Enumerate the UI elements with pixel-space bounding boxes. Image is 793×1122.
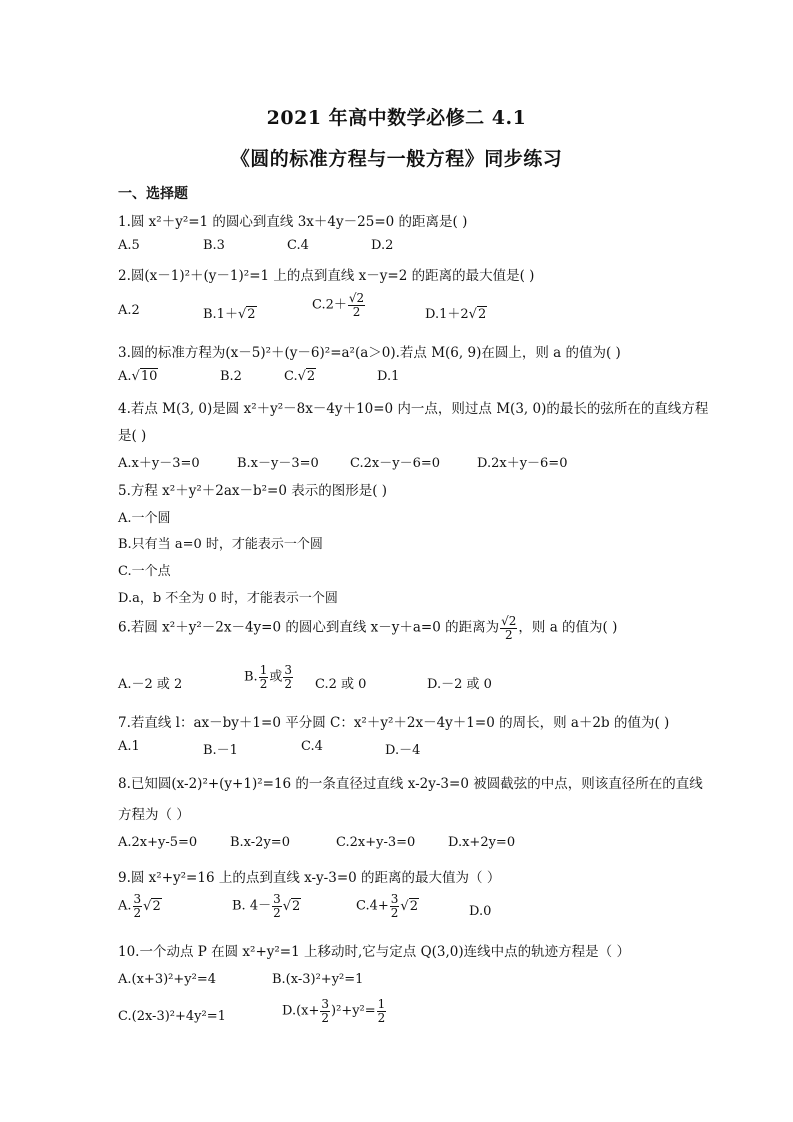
q6-option-a: A.－2 或 2 bbox=[118, 677, 183, 692]
question-4-stem: 4.若点 M(3, 0)是圆 x²＋y²－8x－4y＋10=0 内一点，则过点 M(3, 0)的最长的弦所在的直线方程 bbox=[118, 401, 709, 417]
question-8-stem: 8.已知圆(x-2)²+(y+1)²=16 的一条直径过直线 x-2y-3=0 被圆截弦的中点，则该直径所在的直线 bbox=[118, 776, 703, 792]
q5-option-d: D.a，b 不全为 0 时，才能表示一个圆 bbox=[118, 591, 338, 606]
q6-option-c: C.2 或 0 bbox=[315, 677, 367, 692]
q1-option-d: D.2 bbox=[371, 238, 394, 253]
q10-option-d: D.(x+ $\frac{3}{2}$ )²+y²= $\frac{1}{2}$ bbox=[282, 997, 386, 1025]
question-1-stem: 1.圆 x²＋y²=1 的圆心到直线 3x＋4y－25=0 的距离是( ) bbox=[118, 214, 468, 230]
title-line-2: 《圆的标准方程与一般方程》同步练习 bbox=[230, 148, 563, 170]
q1-option-a: A.5 bbox=[118, 238, 140, 253]
question-5-stem: 5.方程 x²＋y²＋2ax－b²=0 表示的图形是( ) bbox=[118, 483, 388, 499]
q9-option-a: A. $\frac{3}{2}$ √2 bbox=[118, 892, 161, 920]
q7-option-a: A.1 bbox=[118, 739, 140, 754]
q2-option-a: A.2 bbox=[118, 303, 140, 318]
q9-option-c: C.4+ $\frac{3}{2}$ √2 bbox=[356, 892, 418, 920]
q3-option-b: B.2 bbox=[220, 369, 242, 384]
question-4-stem-cont: 是( ) bbox=[118, 428, 147, 444]
q4-option-c: C.2x－y－6=0 bbox=[350, 456, 440, 471]
q5-option-c: C.一个点 bbox=[118, 564, 171, 579]
q2-option-b: B.1＋√2 bbox=[203, 307, 256, 322]
q6-option-d: D.－2 或 0 bbox=[427, 677, 492, 692]
q5-option-a: A.一个圆 bbox=[118, 511, 171, 526]
q8-option-d: D.x+2y=0 bbox=[448, 835, 516, 850]
q8-option-a: A.2x+y-5=0 bbox=[118, 835, 198, 850]
question-7-stem: 7.若直线 l：ax－by＋1=0 平分圆 C：x²＋y²＋2x－4y＋1=0 的周长，则 a＋2b 的值为( ) bbox=[118, 715, 670, 731]
q3-option-d: D.1 bbox=[377, 369, 400, 384]
q4-option-d: D.2x＋y－6=0 bbox=[477, 456, 568, 471]
q1-option-b: B.3 bbox=[203, 238, 225, 253]
question-8-stem-cont: 方程为（ ） bbox=[118, 807, 190, 823]
q1-option-c: C.4 bbox=[287, 238, 309, 253]
question-2-stem: 2.圆(x－1)²＋(y－1)²=1 上的点到直线 x－y=2 的距离的最大值是( ) bbox=[118, 268, 535, 284]
q6-option-b: B. $\frac{1}{2}$ 或 $\frac{3}{2}$ bbox=[244, 663, 292, 691]
q4-option-b: B.x－y－3=0 bbox=[237, 456, 319, 471]
q3-option-a: A.√10 bbox=[118, 369, 158, 384]
question-10-stem: 10.一个动点 P 在圆 x²+y²=1 上移动时,它与定点 Q(3,0)连线中点的轨迹方程是（ ） bbox=[118, 944, 630, 960]
q7-option-d: D.－4 bbox=[385, 743, 421, 758]
question-9-stem: 9.圆 x²+y²=16 上的点到直线 x-y-3=0 的距离的最大值为（ ） bbox=[118, 870, 501, 886]
title-line-1: 2021 年高中数学必修二 4.1 bbox=[266, 107, 527, 129]
question-3-stem: 3.圆的标准方程为(x－5)²＋(y－6)²=a²(a＞0).若点 M(6, 9)在圆上，则 a 的值为( ) bbox=[118, 345, 621, 361]
q5-option-b: B.只有当 a=0 时，才能表示一个圆 bbox=[118, 537, 323, 552]
q8-option-c: C.2x+y-3=0 bbox=[336, 835, 416, 850]
q7-option-c: C.4 bbox=[301, 739, 323, 754]
question-6-stem: 6.若圆 x²＋y²－2x－4y=0 的圆心到直线 x－y＋a=0 的距离为 $\frac{√2}{2}$ ，则 a 的值为( ) bbox=[118, 614, 618, 642]
q4-option-a: A.x＋y－3=0 bbox=[118, 456, 200, 471]
q10-option-b: B.(x-3)²+y²=1 bbox=[272, 972, 364, 987]
q9-option-d: D.0 bbox=[469, 904, 492, 919]
q10-option-c: C.(2x-3)²+4y²=1 bbox=[118, 1009, 226, 1024]
q2-option-c: C.2＋ $\frac{√2}{2}$ bbox=[312, 291, 365, 319]
q9-option-b: B. 4－ $\frac{3}{2}$ √2 bbox=[232, 892, 301, 920]
section-heading: 一、选择题 bbox=[118, 186, 188, 202]
q7-option-b: B.－1 bbox=[203, 743, 238, 758]
q2-option-d: D.1＋2√2 bbox=[425, 307, 487, 322]
q10-option-a: A.(x+3)²+y²=4 bbox=[118, 972, 216, 987]
q3-option-c: C.√2 bbox=[284, 369, 316, 384]
q8-option-b: B.x-2y=0 bbox=[230, 835, 290, 850]
